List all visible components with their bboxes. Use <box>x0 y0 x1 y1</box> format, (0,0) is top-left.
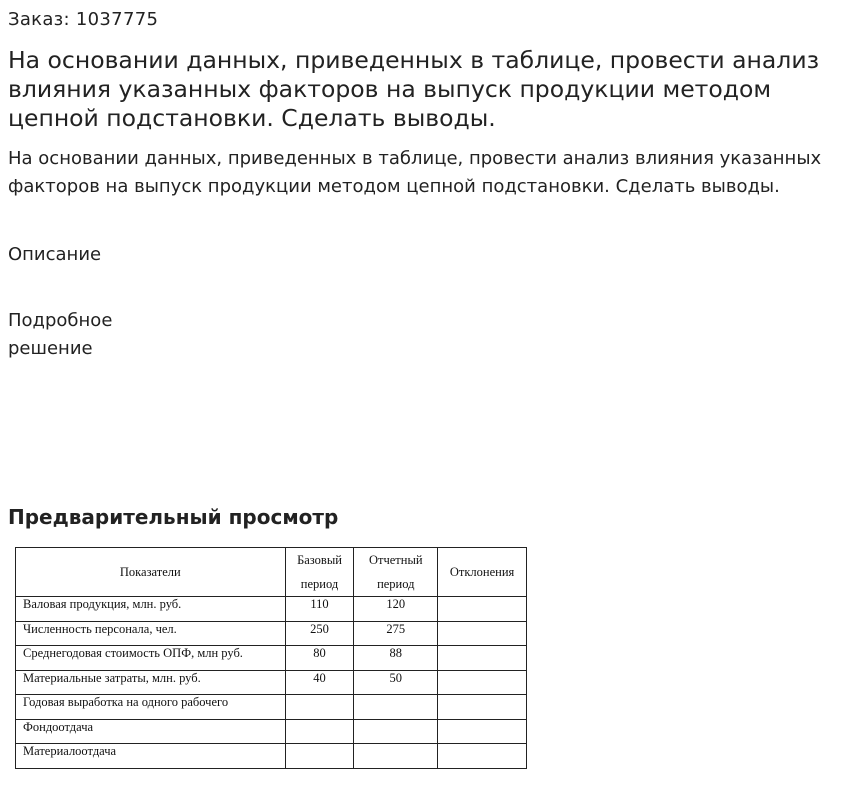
table-row <box>16 646 527 671</box>
row-report: 120 <box>354 597 438 622</box>
header-report-period <box>354 548 438 597</box>
table-row <box>16 744 527 769</box>
row-deviation <box>438 719 527 744</box>
table-row <box>16 695 527 720</box>
row-name: Годовая выработка на одного рабочего <box>16 695 286 720</box>
row-base: 40 <box>285 670 354 695</box>
row-base: 80 <box>285 646 354 671</box>
row-deviation <box>438 597 527 622</box>
row-base <box>285 695 354 720</box>
row-report: 50 <box>354 670 438 695</box>
row-deviation <box>438 670 527 695</box>
task-title: На основании данных, приведенных в таблице, провести анализ влияния указанных факторов на выпуск продукции методом цепной подстановки. Сделать выводы. <box>8 46 820 132</box>
row-report <box>354 744 438 769</box>
row-name: Численность персонала, чел. <box>16 621 286 646</box>
header-base-period <box>285 548 354 597</box>
row-name: Валовая продукция, млн. руб. <box>16 597 286 622</box>
description-label: Описание <box>8 244 102 265</box>
row-deviation <box>438 744 527 769</box>
table-row <box>16 719 527 744</box>
row-report: 275 <box>354 621 438 646</box>
task-description: На основании данных, приведенных в таблице, провести анализ влияния указанных факторов на выпуск продукции методом цепной подстановки. Сделать выводы. <box>8 148 822 197</box>
row-name: Материалоотдача <box>16 744 286 769</box>
table-row <box>16 621 527 646</box>
header-base-line1: Базовый <box>297 553 342 567</box>
solution-label: Подробное решение <box>8 310 113 359</box>
indicators-table <box>15 547 527 769</box>
header-indicator: Показатели <box>16 548 286 597</box>
header-base-line2: период <box>300 577 339 591</box>
table-row <box>16 597 527 622</box>
order-number: Заказ: 1037775 <box>8 9 159 30</box>
header-deviation: Отклонения <box>438 548 527 597</box>
row-report <box>354 695 438 720</box>
row-base <box>285 719 354 744</box>
row-base <box>285 744 354 769</box>
preview-heading: Предварительный просмотр <box>8 505 339 529</box>
preview-image <box>8 540 532 772</box>
row-name: Материальные затраты, млн. руб. <box>16 670 286 695</box>
table-header-row <box>16 548 527 597</box>
row-base: 250 <box>285 621 354 646</box>
row-name: Среднегодовая стоимость ОПФ, млн руб. <box>16 646 286 671</box>
row-name: Фондоотдача <box>16 719 286 744</box>
row-deviation <box>438 695 527 720</box>
row-report <box>354 719 438 744</box>
row-deviation <box>438 621 527 646</box>
header-report-line1: Отчетный <box>368 553 423 567</box>
row-report: 88 <box>354 646 438 671</box>
header-report-line2: период <box>377 577 415 591</box>
row-deviation <box>438 646 527 671</box>
row-base: 110 <box>285 597 354 622</box>
table-row <box>16 670 527 695</box>
